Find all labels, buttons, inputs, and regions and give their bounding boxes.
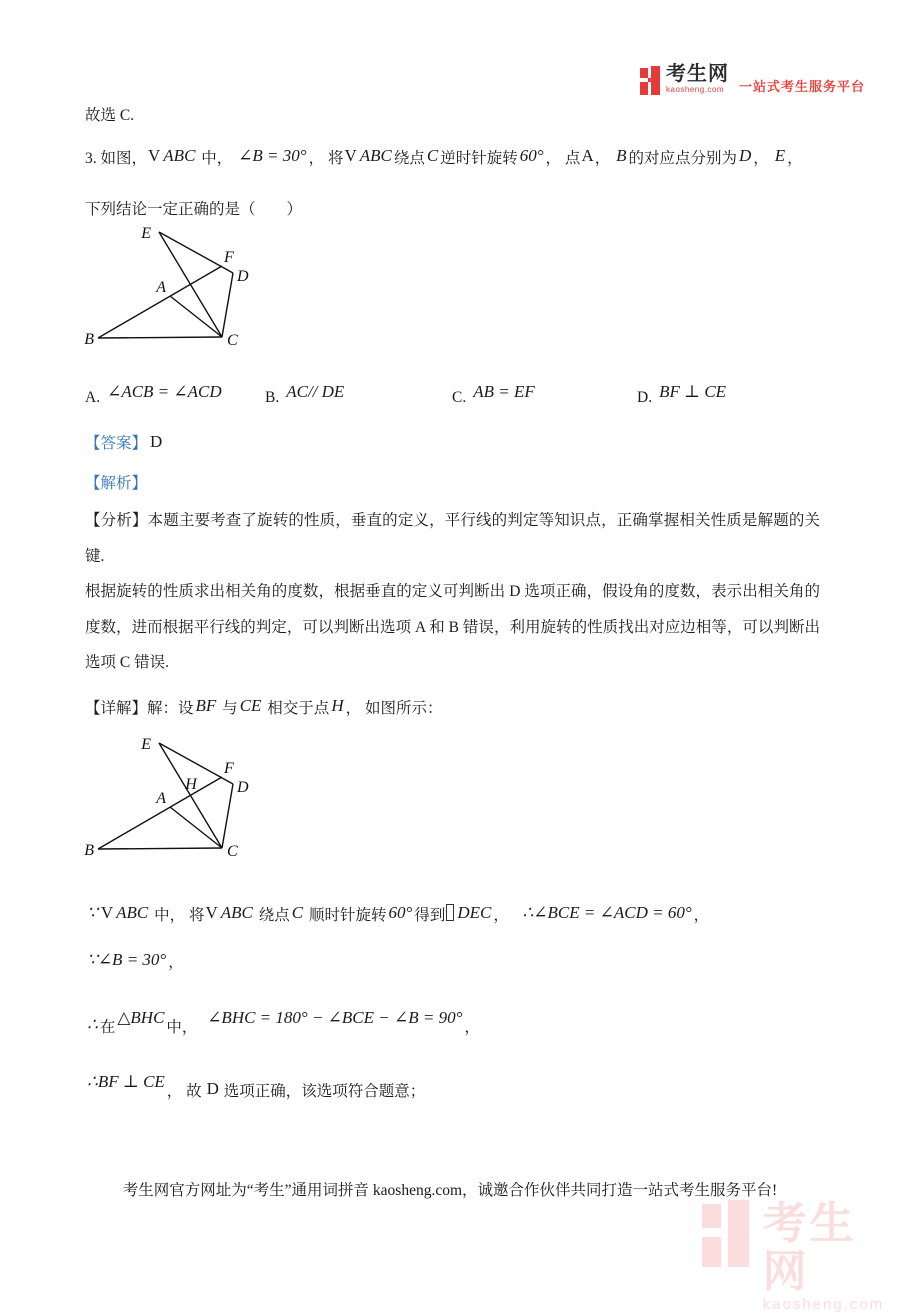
proof-line-1	[85, 903, 709, 925]
point-label-H: H	[185, 776, 197, 793]
text-run: 中，	[166, 1019, 206, 1036]
math-run: V	[148, 146, 161, 165]
text-run: 中，	[197, 150, 237, 167]
math-run: ∴	[87, 1015, 98, 1034]
point-label-C: C	[227, 332, 238, 349]
text-run: 选项正确，该选项符合题意；	[219, 1083, 426, 1100]
option-D	[637, 382, 726, 407]
math-run: E	[774, 146, 786, 165]
logo-tagline: 一站式考生服务平台	[739, 79, 866, 94]
text-run: 与	[218, 700, 238, 717]
text-run: ， 如图所示：	[345, 700, 443, 717]
text-run: ，	[787, 150, 803, 167]
text-run: ， 故	[166, 1083, 206, 1100]
option-B-label: B.	[265, 389, 280, 406]
math-run: ∵	[87, 903, 98, 922]
text-run: 中， 将	[150, 907, 205, 924]
footer-slogan: 考生网官方网址为“考生”通用词拼音 kaosheng.com，诚邀合作伙伴共同打造一站式考生服务平台!	[122, 1182, 778, 1199]
point-label-E: E	[141, 736, 151, 753]
text-run: 相交于点	[263, 700, 330, 717]
proof-line-4	[85, 1072, 425, 1101]
option-C	[452, 382, 535, 407]
options-row	[85, 382, 820, 412]
text-run: ， 点	[545, 150, 581, 167]
text-run: 绕点	[254, 907, 290, 924]
math-run: H	[331, 696, 344, 715]
math-run: CE	[239, 696, 262, 715]
math-run: △BHC	[117, 1008, 165, 1027]
point-label-A: A	[156, 279, 166, 296]
detail-intro-line	[85, 696, 442, 718]
missing-glyph-box	[446, 904, 454, 921]
option-A-label: A.	[85, 389, 101, 406]
math-run: BF	[195, 696, 217, 715]
watermark-domain: kaosheng.com	[762, 1296, 885, 1313]
watermark-brand: 考生网	[762, 1199, 857, 1296]
point-label-B: B	[84, 331, 94, 348]
math-run: V	[344, 146, 357, 165]
option-B-formula: AC// DE	[286, 382, 345, 401]
analysis-block	[85, 503, 820, 681]
point-label-D: D	[237, 779, 249, 796]
math-run: V	[205, 903, 218, 922]
point-label-B: B	[84, 842, 94, 859]
option-A	[85, 382, 222, 407]
question-stem-line2: 下列结论一定正确的是（ ）	[85, 201, 303, 218]
math-run: ABC	[163, 146, 196, 165]
text-run: 得到	[414, 907, 446, 924]
point-label-E: E	[141, 225, 151, 242]
option-B	[265, 382, 344, 407]
text-run: ，	[168, 954, 184, 971]
analysis-paragraph-2: 根据旋转的性质求出相关角的度数，根据垂直的定义可判断出 D 选项正确，假设角的度数，表示出相关角的度数，进而根据平行线的判定，可以判断出选项 A 和 B 错误，利用旋转的性质找出对应边相等，可以判断出选项 C 错误.	[85, 583, 820, 671]
text-run: 3. 如图，	[85, 150, 148, 167]
text-run: ，	[594, 150, 615, 167]
text-run: 【详解】解：设	[85, 700, 194, 717]
watermark-text-column	[763, 1200, 900, 1313]
math-run: ∴∠BCE = ∠ACD = 60°	[522, 903, 692, 922]
point-label-F: F	[224, 249, 234, 266]
math-run: V	[100, 903, 114, 922]
option-D-formula: BF ⊥ CE	[659, 382, 727, 401]
kaosheng-logo	[640, 64, 865, 97]
math-run: C	[426, 146, 439, 165]
geometry-figure-1	[85, 221, 265, 361]
math-run: C	[291, 903, 304, 922]
option-A-formula: ∠ACB = ∠ACD	[107, 382, 222, 401]
logo-text-column	[666, 64, 729, 94]
watermark-logo-icon	[702, 1200, 753, 1270]
math-run: ∠BHC = 180° − ∠BCE − ∠B = 90°	[207, 1008, 463, 1027]
text-run: ，	[464, 1019, 480, 1036]
prev-answer-line: 故选 C.	[85, 107, 135, 124]
math-run: A	[581, 146, 594, 165]
answer-tag: 【答案】	[85, 435, 148, 452]
logo-domain: kaosheng.com	[666, 85, 725, 94]
math-run: ABC	[220, 903, 253, 922]
logo-brand: 考生网	[666, 63, 729, 85]
analysis-paragraph-1: 【分析】本题主要考查了旋转的性质，垂直的定义，平行线的判定等知识点，正确掌握相关性质是解题的关键.	[85, 512, 820, 565]
math-run: B	[616, 146, 627, 165]
answer-value: D	[150, 432, 163, 451]
geometry-figure-2	[85, 732, 265, 872]
kaosheng-logo-icon	[640, 66, 662, 97]
text-run: 在	[99, 1019, 116, 1036]
option-C-formula: AB = EF	[473, 382, 535, 401]
text-run: 绕点	[393, 150, 425, 167]
answer-line	[85, 431, 162, 453]
kaosheng-watermark	[702, 1200, 900, 1313]
text-run: ，	[693, 907, 710, 924]
math-run: ∴BF ⊥ CE	[87, 1072, 165, 1091]
math-run: ∵∠B = 30°	[87, 950, 167, 969]
math-run: D	[739, 146, 752, 165]
math-run: 60°	[519, 146, 544, 165]
point-label-D: D	[237, 268, 249, 285]
proof-line-3	[85, 1008, 480, 1037]
text-run: 逆时针旋转	[440, 150, 518, 167]
proof-line-2	[85, 950, 184, 972]
text-run: 的对应点分别为	[628, 150, 738, 167]
math-run: 60°	[388, 903, 413, 922]
math-run: D	[206, 1079, 219, 1098]
math-run: DEC	[457, 903, 492, 922]
option-C-label: C.	[452, 389, 467, 406]
text-run: 顺时针旋转	[305, 907, 387, 924]
text-run: ，	[753, 150, 773, 167]
math-run: ∠B = 30°	[238, 146, 307, 165]
text-run: ，	[493, 907, 521, 924]
math-run: ABC	[359, 146, 392, 165]
point-label-A: A	[156, 790, 166, 807]
point-label-F: F	[224, 760, 234, 777]
text-run: ， 将	[308, 150, 344, 167]
question-stem-line1	[85, 146, 803, 168]
analysis-tag: 【解析】	[85, 475, 148, 492]
option-D-label: D.	[637, 389, 653, 406]
math-run: ABC	[116, 903, 149, 922]
point-label-C: C	[227, 843, 238, 860]
